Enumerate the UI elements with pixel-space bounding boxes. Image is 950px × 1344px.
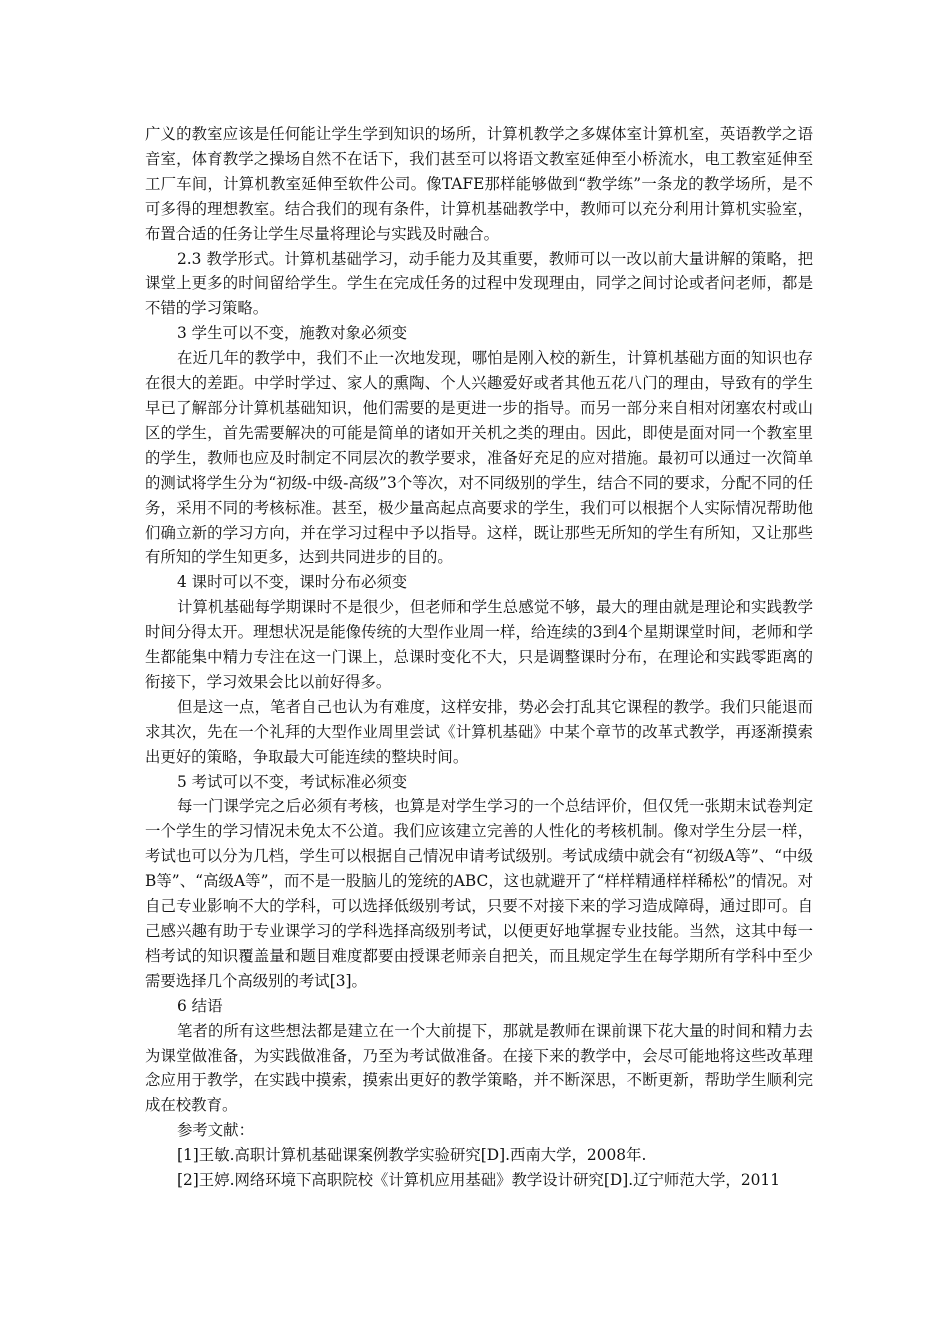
reference-item-1: [1]王敏.高职计算机基础课案例教学实验研究[D].西南大学，2008年.	[177, 1146, 647, 1165]
section-heading-6: 6 结语	[177, 996, 223, 1015]
reference-item-2: [2]王婷.网络环境下高职院校《计算机应用基础》教学设计研究[D].辽宁师范大学，2011	[177, 1171, 780, 1190]
paragraph-classroom: 广义的教室应该是任何能让学生学到知识的场所，计算机教学之多媒体室计算机室，英语教学之语音室，体育教学之操场自然不在话下，我们甚至可以将语文教室延伸至小桥流水，电工教室延伸至工厂车间，计算机教室延伸至软件公司。像TAFE那样能够做到“教学练”一条龙的教学场所，是不可多得的理想教室。结合我们的现有条件，计算机基础教学中，教师可以充分利用计算机实验室，布置合适的任务让学生尽量将理论与实践及时融合。	[145, 125, 813, 243]
section-heading-5: 5 考试可以不变，考试标准必须变	[177, 772, 408, 791]
document-body	[145, 122, 813, 1193]
paragraph-conclusion: 笔者的所有这些想法都是建立在一个大前提下，那就是教师在课前课下花大量的时间和精力去为课堂做准备，为实践做准备，乃至为考试做准备。在接下来的教学中，会尽可能地将这些改革理念应用于教学，在实践中摸索，摸索出更好的教学策略，并不断深思，不断更新，帮助学生顺利完成在校教育。	[145, 1021, 813, 1115]
paragraph-class-hours: 计算机基础每学期课时不是很少，但老师和学生总感觉不够，最大的理由就是理论和实践教学时间分得太开。理想状况是能像传统的大型作业周一样，给连续的3到4个星期课堂时间，老师和学生都能集中精力专注在这一门课上，总课时变化不大，只是调整课时分布，在理论和实践零距离的衔接下，学习效果会比以前好得多。	[145, 598, 813, 691]
section-heading-4: 4 课时可以不变，课时分布必须变	[177, 573, 408, 592]
paragraph-difficulty: 但是这一点，笔者自己也认为有难度，这样安排，势必会打乱其它课程的教学。我们只能退而求其次，先在一个礼拜的大型作业周里尝试《计算机基础》中某个章节的改革式教学，再逐渐摸索出更好的策略，争取最大可能连续的整块时间。	[145, 697, 813, 766]
section-heading-3: 3 学生可以不变，施教对象必须变	[177, 324, 408, 343]
paragraph-students: 在近几年的教学中，我们不止一次地发现，哪怕是刚入校的新生，计算机基础方面的知识也存在很大的差距。中学时学过、家人的熏陶、个人兴趣爱好或者其他五花八门的理由，导致有的学生早已了解部分计算机基础知识，他们需要的是更进一步的指导。而另一部分来自相对闭塞农村或山区的学生，首先需要解决的可能是简单的诸如开关机之类的理由。因此，即使是面对同一个教室里的学生，教师也应及时制定不同层次的教学要求，准备好充足的应对措施。最初可以通过一次简单的测试将学生分为“初级-中级-高级”3个等次，对不同级别的学生，结合不同的要求，分配不同的任务，采用不同的考核标准。甚至，极少量高起点高要求的学生，我们可以根据个人实际情况帮助他们确立新的学习方向，并在学习过程中予以指导。这样，既让那些无所知的学生有所知，又让那些有所知的学生知更多，达到共同进步的目的。	[145, 349, 813, 567]
paragraph-exams: 每一门课学完之后必须有考核，也算是对学生学习的一个总结评价，但仅凭一张期末试卷判定一个学生的学习情况未免太不公道。我们应该建立完善的人性化的考核机制。像对学生分层一样，考试也可以分为几档，学生可以根据自己情况申请考试级别。考试成绩中就会有“初级A等”、“中级B等”、“高级A等”，而不是一股脑儿的笼统的ABC，这也就避开了“样样精通样样稀松”的情况。对自己专业影响不大的学科，可以选择低级别考试，只要不对接下来的学习造成障碍，通过即可。自己感兴趣有助于专业课学习的学科选择高级别考试，以便更好地掌握专业技能。当然，这其中每一档考试的知识覆盖量和题目难度都要由授课老师亲自把关，而且规定学生在每学期所有学科中至少需要选择几个高级别的考试[3]。	[145, 797, 813, 990]
references-heading: 参考文献：	[177, 1121, 254, 1140]
paragraph-teaching-form: 2.3 教学形式。计算机基础学习，动手能力及其重要，教师可以一改以前大量讲解的策略，把课堂上更多的时间留给学生。学生在完成任务的过程中发现理由，同学之间讨论或者问老师，都是不错的学习策略。	[145, 249, 813, 318]
